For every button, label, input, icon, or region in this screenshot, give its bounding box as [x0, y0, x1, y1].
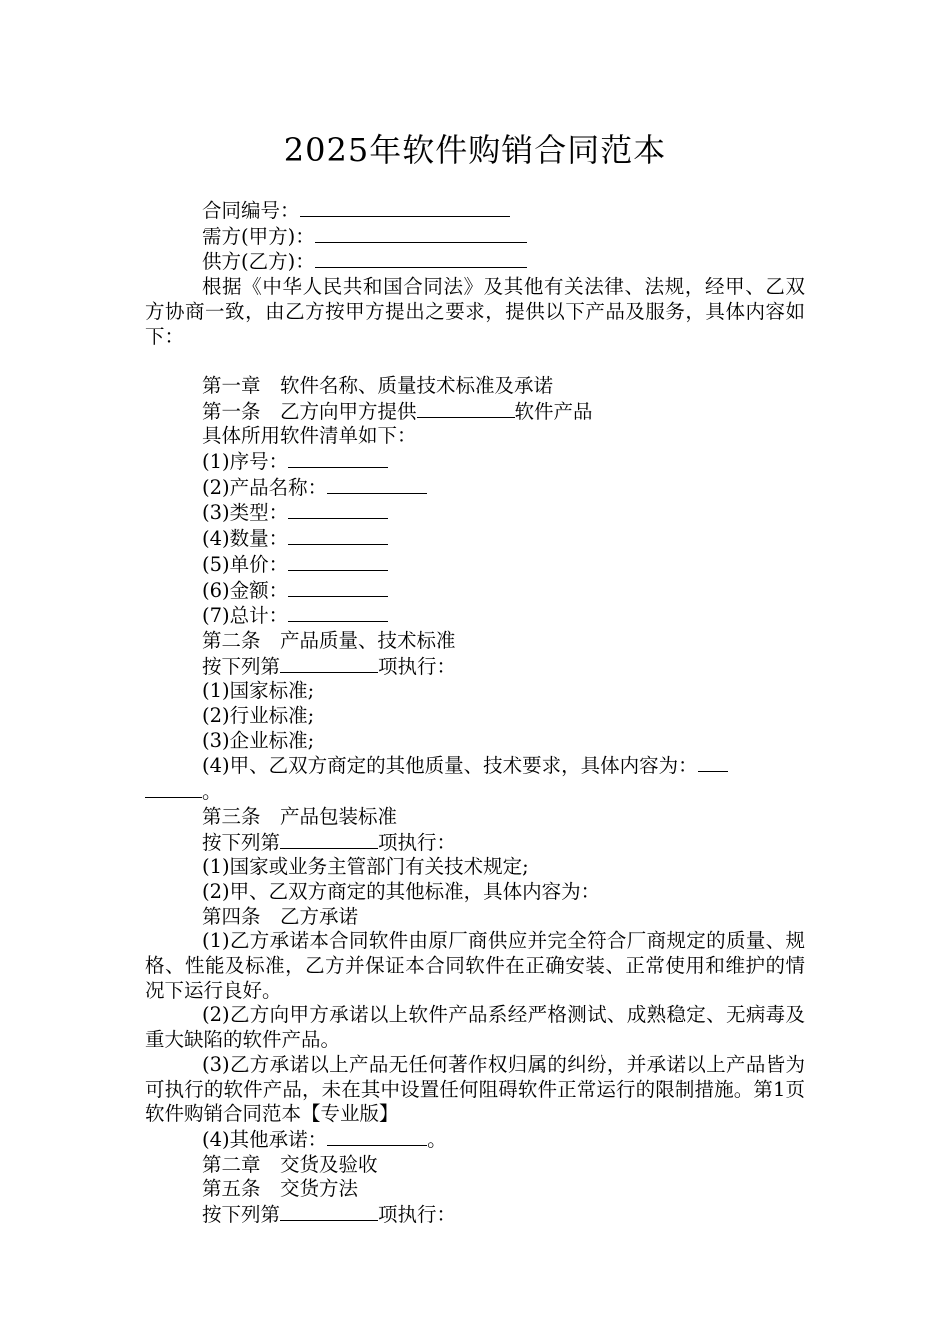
article-5-execute-line	[145, 1202, 805, 1228]
standard-option-4-cont	[145, 779, 805, 805]
promise-1: (1)乙方承诺本合同软件由原厂商供应并完全符合厂商规定的质量、规格、性能及标准，乙方并保证本合同软件在正确安装、正常使用和维护的情况下运行良好。	[145, 929, 805, 1002]
spacer	[145, 349, 805, 374]
item-amount-blank[interactable]	[288, 578, 388, 597]
list-item	[145, 552, 805, 578]
contract-body	[145, 198, 805, 1228]
article-1-line	[145, 399, 805, 425]
standard-option: (3)企业标准;	[202, 728, 315, 752]
promise-3: (3)乙方承诺以上产品无任何著作权归属的纠纷，并承诺以上产品皆为可执行的软件产品，未在其中设置任何阻碍软件正常运行的限制措施。第1页软件购销合同范本【专业版】	[145, 1052, 805, 1126]
party-b-line	[145, 249, 805, 275]
contract-number-label: 合同编号：	[202, 199, 300, 222]
list-item	[145, 578, 805, 604]
article-2-execute-line	[145, 654, 805, 680]
contract-number-line	[145, 198, 805, 224]
other-promise-blank[interactable]	[327, 1127, 427, 1146]
item-serial-label: (1)序号：	[202, 450, 289, 474]
packaging-option: (2)甲、乙双方商定的其他标准，具体内容为：	[202, 879, 601, 903]
execute-prefix: 按下列第	[202, 1203, 281, 1227]
period: 。	[427, 1128, 447, 1151]
intro-paragraph: 根据《中华人民共和国合同法》及其他有关法律、法规，经甲、乙双方协商一致，由乙方按甲方提出之要求，提供以下产品及服务，具体内容如下：	[145, 275, 805, 348]
standard-option: (1)国家标准;	[202, 679, 315, 703]
item-total-label: (7)总计：	[202, 604, 289, 628]
article-4-heading: 第四条 乙方承诺	[202, 904, 359, 928]
promise-4-label: (4)其他承诺：	[202, 1128, 328, 1151]
item-type-blank[interactable]	[288, 500, 388, 519]
article-5-option-blank[interactable]	[280, 1202, 378, 1221]
list-intro: 具体所用软件清单如下：	[202, 424, 417, 448]
promise-2: (2)乙方向甲方承诺以上软件产品系经严格测试、成熟稳定、无病毒及重大缺陷的软件产品。	[145, 1003, 805, 1052]
other-quality-blank-a[interactable]	[698, 753, 728, 772]
article-3-heading: 第三条 产品包装标准	[202, 804, 398, 828]
item-quantity-label: (4)数量：	[202, 527, 289, 551]
period: 。	[202, 780, 222, 804]
item-unit-price-label: (5)单价：	[202, 552, 289, 576]
item-unit-price-blank[interactable]	[288, 552, 388, 571]
promise-4-line	[145, 1127, 805, 1153]
item-quantity-blank[interactable]	[288, 526, 388, 545]
contract-number-blank[interactable]	[300, 198, 510, 217]
software-name-blank[interactable]	[417, 399, 515, 418]
item-amount-label: (6)金额：	[202, 578, 289, 602]
list-item	[145, 500, 805, 526]
article-1-head: 第一条 乙方向甲方提供	[202, 399, 417, 423]
party-b-blank[interactable]	[315, 249, 527, 268]
item-product-name-label: (2)产品名称：	[202, 475, 328, 499]
page-title: 2025年软件购销合同范本	[283, 131, 667, 169]
article-3-option-blank[interactable]	[280, 830, 378, 849]
standard-option: (2)行业标准;	[202, 704, 315, 728]
execute-suffix: 项执行：	[378, 1203, 457, 1227]
item-product-name-blank[interactable]	[327, 475, 427, 494]
item-serial-blank[interactable]	[288, 449, 388, 468]
list-item	[145, 603, 805, 629]
execute-prefix: 按下列第	[202, 830, 281, 854]
list-item	[145, 526, 805, 552]
chapter-2-heading: 第二章 交货及验收	[202, 1152, 378, 1176]
item-total-blank[interactable]	[288, 603, 388, 622]
list-item	[145, 449, 805, 475]
list-item	[145, 475, 805, 501]
standard-option-4-line	[145, 753, 805, 779]
article-3-execute-line	[145, 830, 805, 856]
article-1-tail: 软件产品	[514, 399, 593, 423]
execute-suffix: 项执行：	[378, 654, 457, 678]
standard-option-4-label: (4)甲、乙双方商定的其他质量、技术要求，具体内容为：	[202, 754, 698, 778]
chapter-1-heading: 第一章 软件名称、质量技术标准及承诺	[202, 373, 554, 397]
execute-prefix: 按下列第	[202, 654, 281, 678]
party-a-label: 需方(甲方)：	[202, 224, 315, 248]
other-quality-blank-b[interactable]	[145, 779, 202, 798]
packaging-option: (1)国家或业务主管部门有关技术规定;	[202, 855, 529, 879]
party-a-line	[145, 224, 805, 250]
item-type-label: (3)类型：	[202, 501, 289, 525]
article-2-option-blank[interactable]	[280, 654, 378, 673]
article-5-heading: 第五条 交货方法	[202, 1177, 359, 1201]
execute-suffix: 项执行：	[378, 830, 457, 854]
party-a-blank[interactable]	[315, 224, 527, 243]
article-2-heading: 第二条 产品质量、技术标准	[202, 628, 456, 652]
party-b-label: 供方(乙方)：	[202, 250, 315, 274]
